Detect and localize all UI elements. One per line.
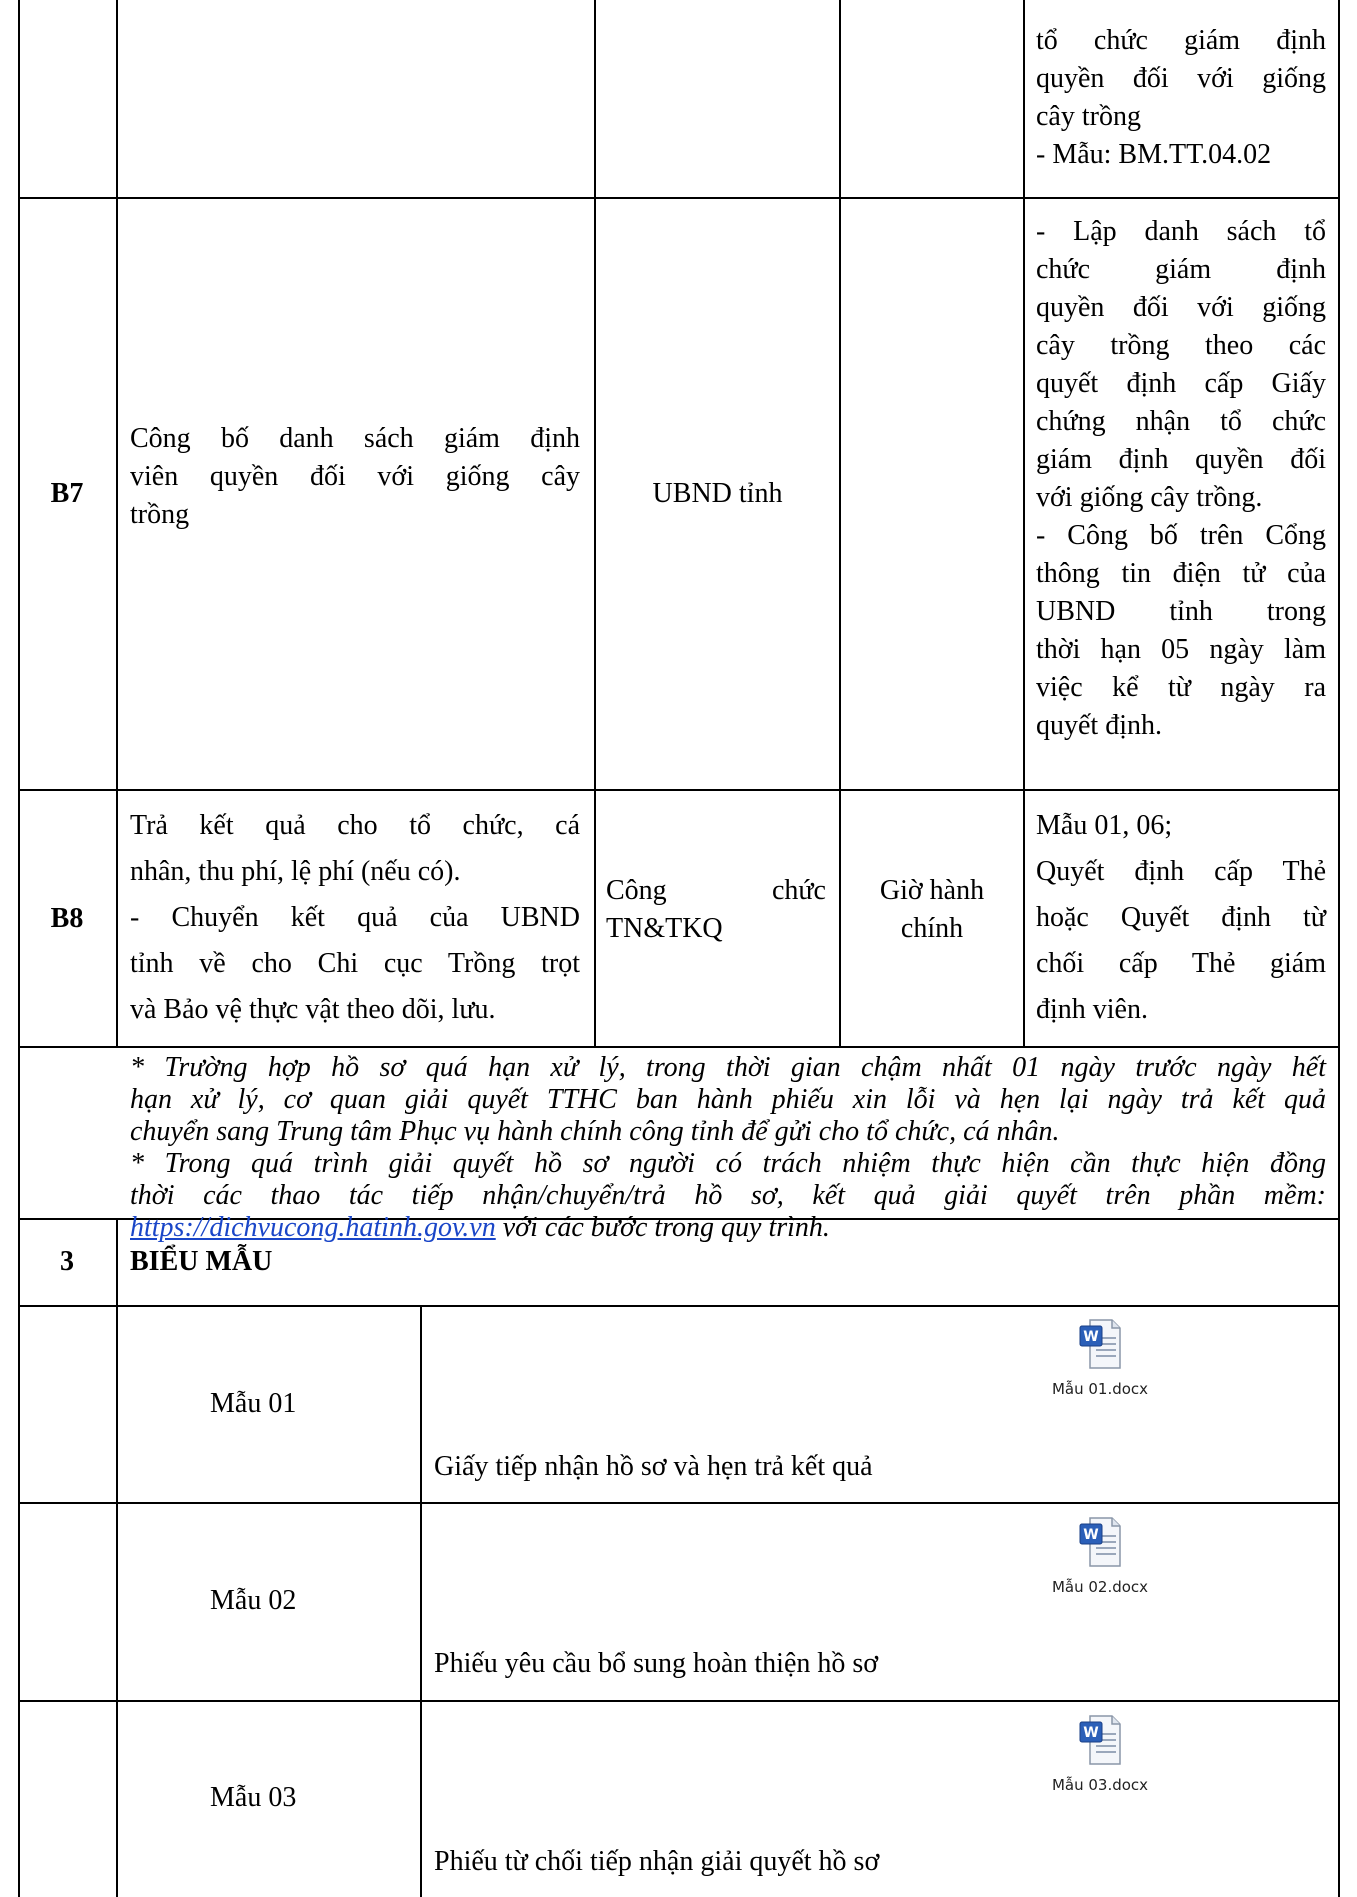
b8-resp-line: Công chức: [606, 875, 826, 906]
note-line: chuyển sang Trung tâm Phục vụ hành chính công tỉnh để gửi cho tổ chức, cá nhân.: [130, 1116, 1060, 1147]
b8-time: [841, 872, 1023, 948]
b8-description: [1036, 803, 1326, 1033]
b8-action-line: tỉnh về cho Chi cục Trồng trọt: [130, 948, 580, 979]
form-code: Mẫu 03: [210, 1782, 297, 1813]
cont-desc-line: quyền đối với giống: [1036, 63, 1326, 94]
b8-time-line: Giờ hành: [879, 875, 985, 906]
b8-action: [130, 803, 580, 1033]
b7-desc-line: UBND tỉnh trong: [1036, 596, 1326, 627]
dichvucong-link[interactable]: https://dichvucong.hatinh.gov.vn: [130, 1212, 496, 1243]
form-code: Mẫu 02: [210, 1585, 297, 1616]
b7-desc-line: chức giám định: [1036, 254, 1326, 285]
note-line: * Trường hợp hồ sơ quá hạn xử lý, trong thời gian chậm nhất 01 ngày trước ngày hết: [130, 1052, 1326, 1083]
note-link-suffix: với các bước trong quy trình.: [495, 1212, 830, 1243]
note-line: * Trong quá trình giải quyết hồ sơ người có trách nhiệm thực hiện cần thực hiện đồng: [130, 1148, 1326, 1179]
note-line: thời các thao tác tiếp nhận/chuyển/trả hồ sơ, kết quả giải quyết trên phần mềm:: [130, 1180, 1326, 1211]
row-divider-3: [18, 1046, 1340, 1048]
b7-desc-line: quyết định cấp Giấy: [1036, 368, 1326, 399]
step-b8: B8: [50, 903, 84, 934]
b7-desc-line: quyền đối với giống: [1036, 292, 1326, 323]
b7-desc-line: cây trồng theo các: [1036, 330, 1326, 361]
note-link-line: [130, 1212, 1326, 1244]
word-doc-icon[interactable]: [1078, 1516, 1122, 1568]
form-file-name[interactable]: Mẫu 03.docx: [1051, 1776, 1149, 1794]
b7-desc-line: - Lập danh sách tổ: [1036, 216, 1326, 247]
form-name: Phiếu từ chối tiếp nhận giải quyết hồ sơ: [434, 1846, 880, 1877]
b7-desc-line: - Công bố trên Cổng: [1036, 520, 1326, 551]
row-divider-6: [18, 1502, 1340, 1504]
b8-desc-line: chối cấp Thẻ giám: [1036, 948, 1326, 979]
cont-desc-line: cây trồng: [1036, 101, 1141, 132]
svg-text:W: W: [1083, 1725, 1099, 1741]
form-file-name[interactable]: Mẫu 01.docx: [1051, 1380, 1149, 1398]
section-number: 3: [60, 1246, 74, 1277]
row-divider-5: [18, 1305, 1340, 1307]
col-divider-1: [116, 0, 118, 1048]
word-doc-icon[interactable]: [1078, 1318, 1122, 1370]
col-divider-2: [594, 0, 596, 1048]
b7-description: [1036, 213, 1326, 745]
form-code: Mẫu 01: [210, 1388, 297, 1419]
word-doc-icon[interactable]: [1078, 1714, 1122, 1766]
note-line: hạn xử lý, cơ quan giải quyết TTHC ban hành phiếu xin lỗi và hẹn lại ngày trả kết quả: [130, 1084, 1326, 1115]
b8-action-line: nhân, thu phí, lệ phí (nếu có).: [130, 856, 461, 887]
svg-text:W: W: [1083, 1329, 1099, 1345]
row-divider-2: [18, 789, 1340, 791]
cont-desc-line: tổ chức giám định: [1036, 25, 1326, 56]
b7-action-line: trồng: [130, 499, 190, 530]
form-name: Phiếu yêu cầu bổ sung hoàn thiện hồ sơ: [434, 1648, 879, 1679]
b7-desc-line: quyết định.: [1036, 710, 1162, 741]
b8-action-line: Trả kết quả cho tổ chức, cá: [130, 810, 580, 841]
b8-action-line: và Bảo vệ thực vật theo dõi, lưu.: [130, 994, 496, 1025]
b7-action-line: viên quyền đối với giống cây: [130, 461, 580, 492]
b8-responsible: [606, 872, 826, 948]
b7-desc-line: việc kể từ ngày ra: [1036, 672, 1326, 703]
b7-action: [130, 420, 580, 534]
step-b7: B7: [50, 478, 84, 509]
b8-desc-line: hoặc Quyết định từ: [1036, 902, 1326, 933]
b8-action-line: - Chuyển kết quả của UBND: [130, 902, 580, 933]
row-divider-1: [18, 197, 1340, 199]
svg-text:W: W: [1083, 1527, 1099, 1543]
b7-desc-line: với giống cây trồng.: [1036, 482, 1263, 513]
cont-description: [1036, 22, 1326, 174]
row-divider-7: [18, 1700, 1340, 1702]
b8-desc-line: định viên.: [1036, 994, 1148, 1025]
b7-desc-line: thời hạn 05 ngày làm: [1036, 634, 1326, 665]
notes-block: [130, 1052, 1326, 1244]
table-border-left: [18, 0, 20, 1897]
b7-desc-line: chứng nhận tổ chức: [1036, 406, 1326, 437]
b8-desc-line: Quyết định cấp Thẻ: [1036, 856, 1326, 887]
cont-desc-line: - Mẫu: BM.TT.04.02: [1036, 139, 1272, 170]
b7-desc-line: giám định quyền đối: [1036, 444, 1326, 475]
b7-desc-line: thông tin điện tử của: [1036, 558, 1326, 589]
col-divider-4: [1023, 0, 1025, 1048]
b7-responsible: UBND tỉnh: [652, 478, 783, 509]
form-name: Giấy tiếp nhận hồ sơ và hẹn trả kết quả: [434, 1451, 873, 1482]
table-border-right: [1338, 0, 1340, 1897]
b7-action-line: Công bố danh sách giám định: [130, 423, 580, 454]
section-title: BIỂU MẪU: [130, 1246, 273, 1277]
b8-desc-line: Mẫu 01, 06;: [1036, 810, 1173, 841]
form-file-name[interactable]: Mẫu 02.docx: [1051, 1578, 1149, 1596]
b8-time-line: chính: [900, 913, 964, 944]
col-divider-forms: [420, 1307, 422, 1897]
b8-resp-line: TN&TKQ: [606, 913, 723, 944]
col-divider-1b: [116, 1218, 118, 1897]
